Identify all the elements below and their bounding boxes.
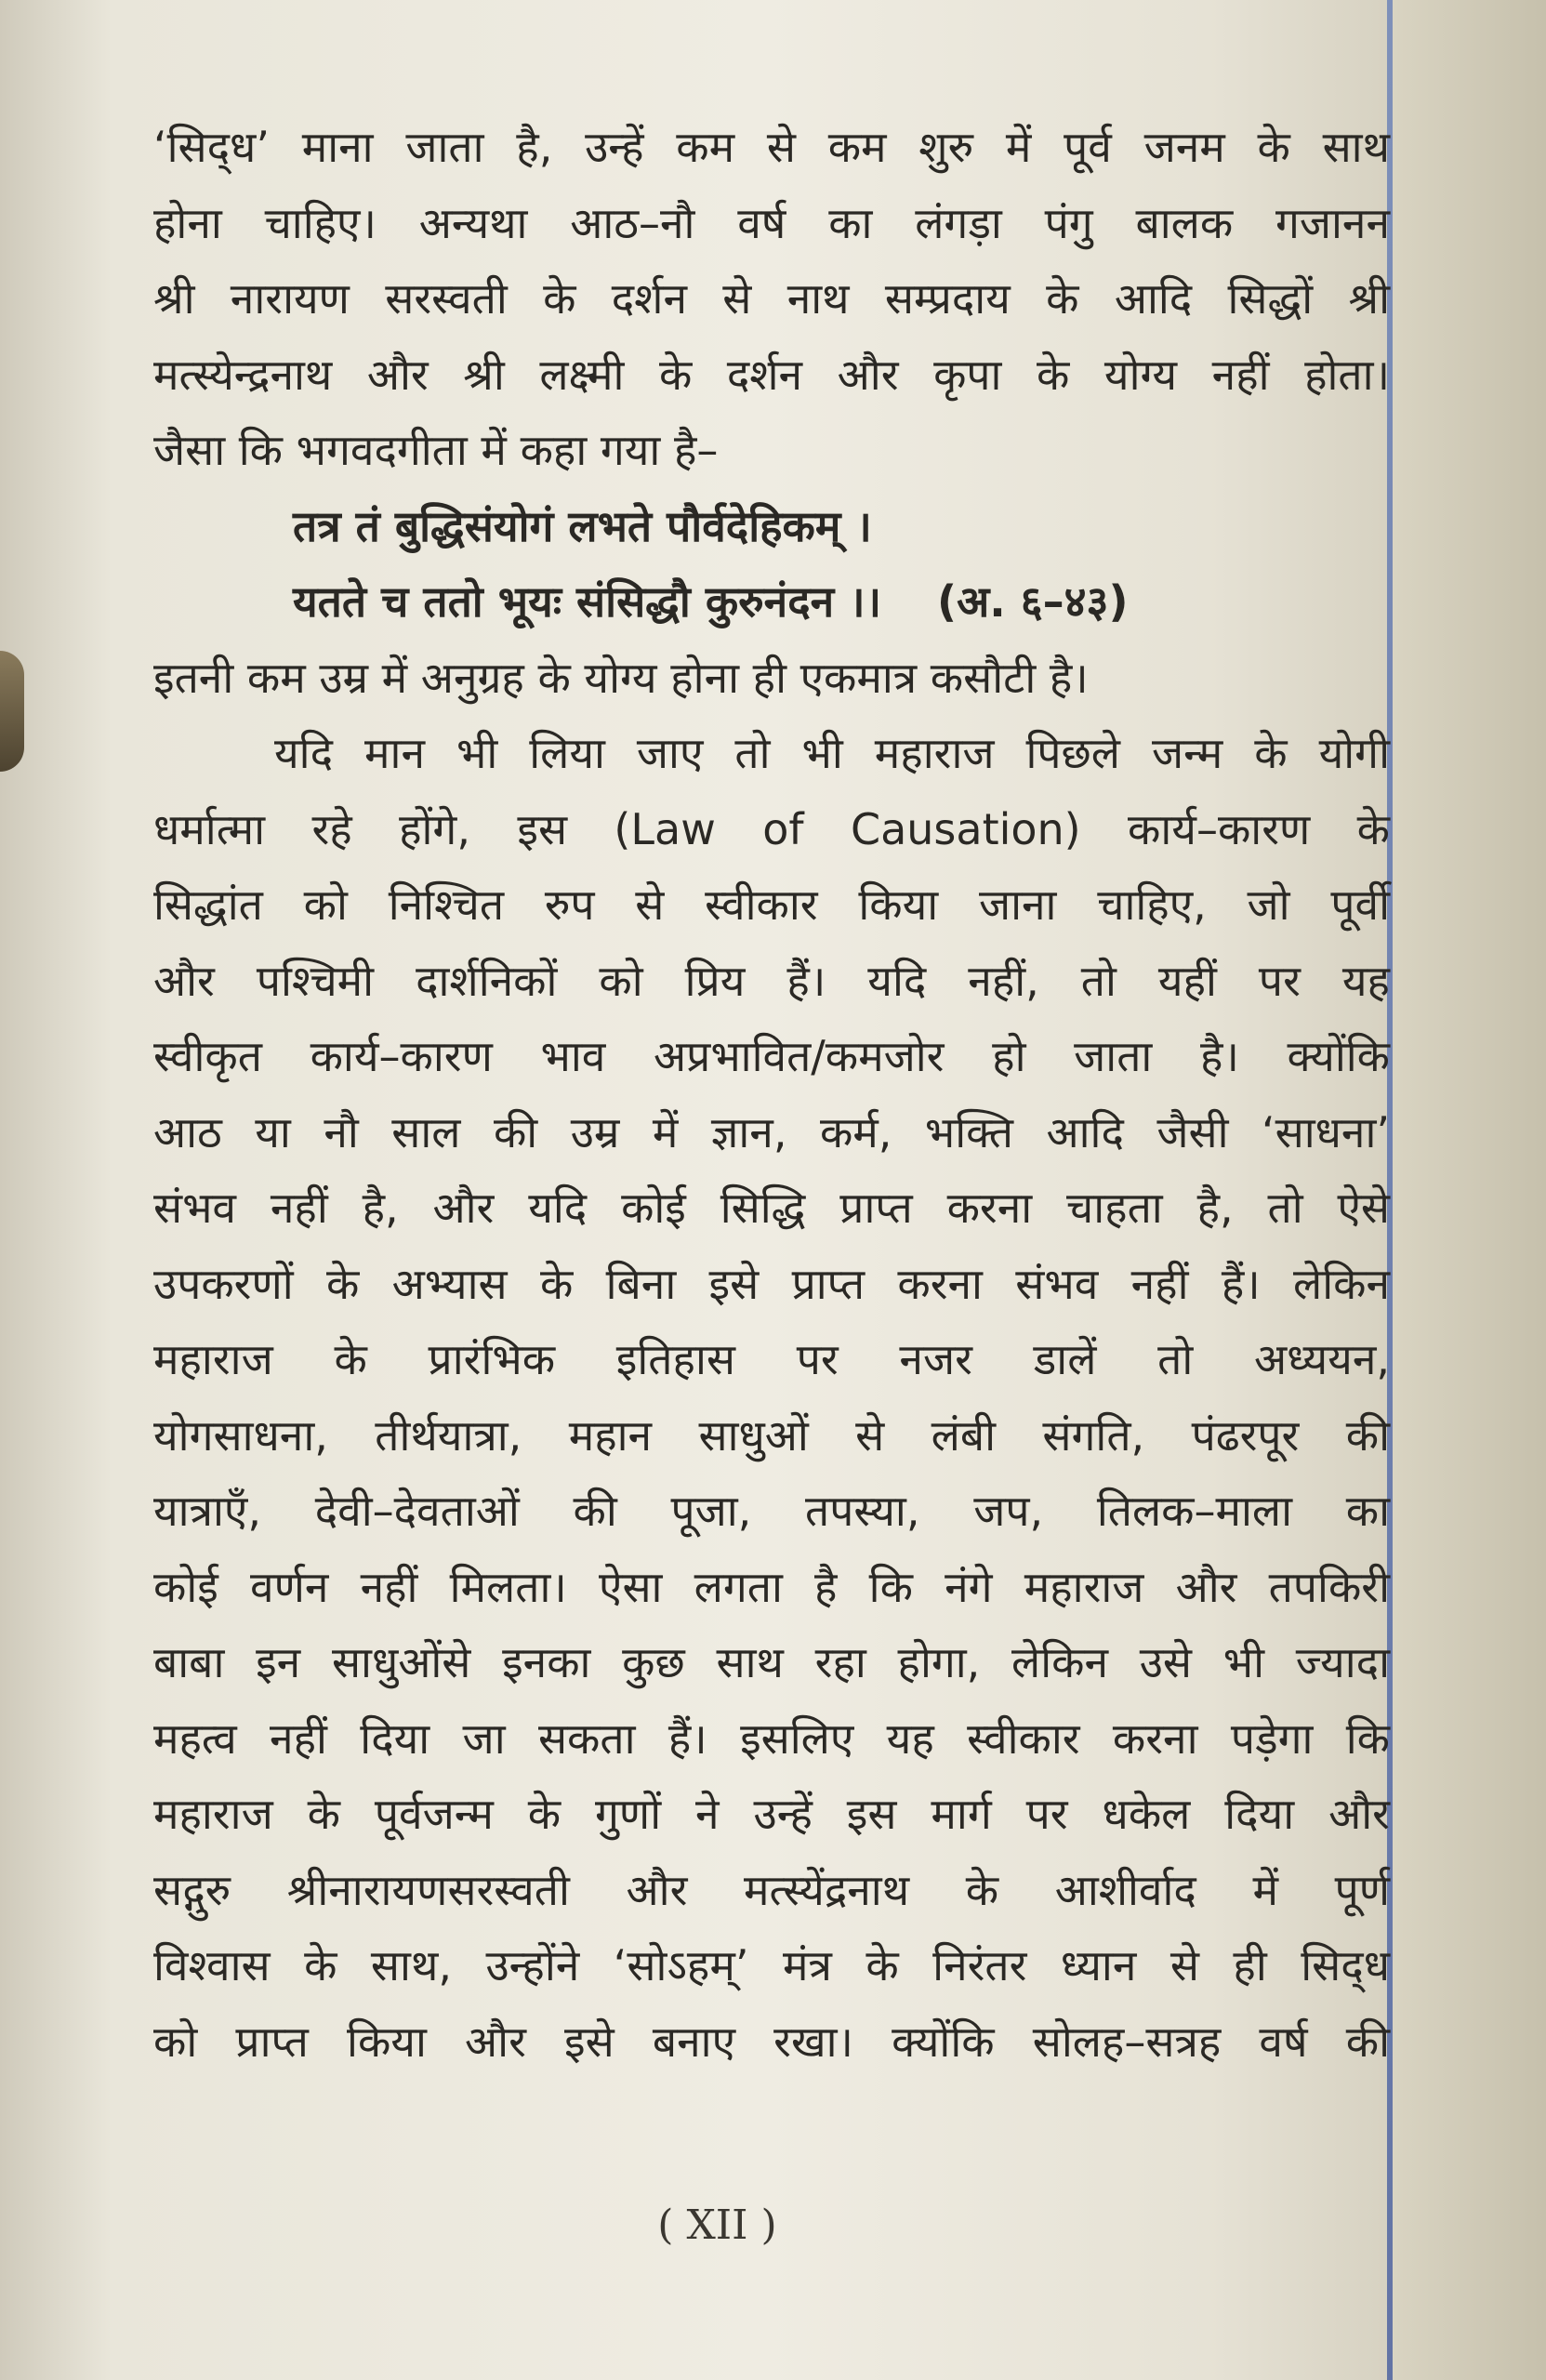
text-line: संभव नहीं है, और यदि कोई सिद्धि प्राप्त करना चाहता है, तो ऐसे (153, 1183, 1390, 1233)
text-line: सद्गुरु श्रीनारायणसरस्वती और मत्स्येंद्रनाथ के आशीर्वाद में पूर्ण (153, 1864, 1390, 1915)
text-line: यदि मान भी लिया जाए तो भी महाराज पिछले जन्म के योगी (274, 728, 1390, 778)
text-line: होना चाहिए। अन्यथा आठ–नौ वर्ष का लंगड़ा पंगु बालक गजानन (153, 197, 1390, 248)
verse-line-2 (153, 564, 1390, 641)
page-number: ( XII ) (657, 2202, 777, 2249)
text-line: महाराज के पूर्वजन्म के गुणों ने उन्हें इस मार्ग पर धकेल दिया और (153, 1789, 1390, 1839)
text-line: बाबा इन साधुओंसे इनका कुछ साथ रहा होगा, लेकिन उसे भी ज्यादा (153, 1637, 1390, 1687)
text-line: यात्राएँ, देवी–देवताओं की पूजा, तपस्या, जप, तिलक–माला का (153, 1486, 1390, 1536)
binding-edge (0, 651, 24, 772)
text-line: धर्मात्मा रहे होंगे, इस (Law of Causation) कार्य–कारण के (153, 803, 1390, 854)
text-line: मत्स्येन्द्रनाथ और श्री लक्ष्मी के दर्शन और कृपा के योग्य नहीं होता। (153, 349, 1390, 400)
text-line: को प्राप्त किया और इसे बनाए रखा। क्योंकि सोलह–सत्रह वर्ष की (153, 2016, 1390, 2067)
text-line: उपकरणों के अभ्यास के बिना इसे प्राप्त करना संभव नहीं हैं। लेकिन (153, 1258, 1390, 1309)
text-line: कोई वर्णन नहीं मिलता। ऐसा लगता है कि नंगे महाराज और तपकिरी (153, 1561, 1390, 1612)
text-line: जैसा कि भगवदगीता में कहा गया है– (153, 425, 719, 475)
text-line: ‘सिद्‌ध’ माना जाता है, उन्हें कम से कम शुरु में पूर्व जनम के साथ (153, 122, 1390, 172)
text-line: इतनी कम उम्र में अनुग्रह के योग्य होना ही एकमात्र कसौटी है। (153, 652, 1089, 703)
text-line: श्री नारायण सरस्वती के दर्शन से नाथ सम्प्रदाय के आदि सिद्धों श्री (153, 273, 1390, 324)
verse-text: यतते च ततो भूयः संसिद्धौ कुरुनंदन ।। (293, 576, 882, 627)
verse-line-1: तत्र तं बुद्धिसंयोगं लभते पौर्वदेहिकम् । (293, 500, 872, 551)
next-page-edge (1393, 0, 1546, 2380)
text-line: और पश्चिमी दार्शनिकों को प्रिय हैं। यदि नहीं, तो यहीं पर यह (153, 955, 1390, 1006)
page-text (153, 110, 1390, 2080)
text-line: सिद्धांत को निश्चित रुप से स्वीकार किया जाना चाहिए, जो पूर्वी (153, 879, 1390, 930)
text-line: महत्व नहीं दिया जा सकता हैं। इसलिए यह स्वीकार करना पड़ेगा कि (153, 1712, 1390, 1764)
verse-reference: (अ. ६–४३) (937, 576, 1129, 627)
text-line: विश्वास के साथ, उन्होंने ‘सोऽहम्’ मंत्र के निरंतर ध्यान से ही सिद्‌ध (153, 1940, 1390, 1990)
text-line: महाराज के प्रारंभिक इतिहास पर नजर डालें तो अध्ययन, (153, 1334, 1390, 1384)
text-line: आठ या नौ साल की उम्र में ज्ञान, कर्म, भक्ति आदि जैसी ‘साधना’ (153, 1106, 1390, 1157)
text-line: योगसाधना, तीर्थयात्रा, महान साधुओं से लंबी संगति, पंढरपूर की (153, 1409, 1390, 1461)
text-line: स्वीकृत कार्य–कारण भाव अप्रभावित/कमजोर हो जाता है। क्योंकि (153, 1031, 1390, 1081)
